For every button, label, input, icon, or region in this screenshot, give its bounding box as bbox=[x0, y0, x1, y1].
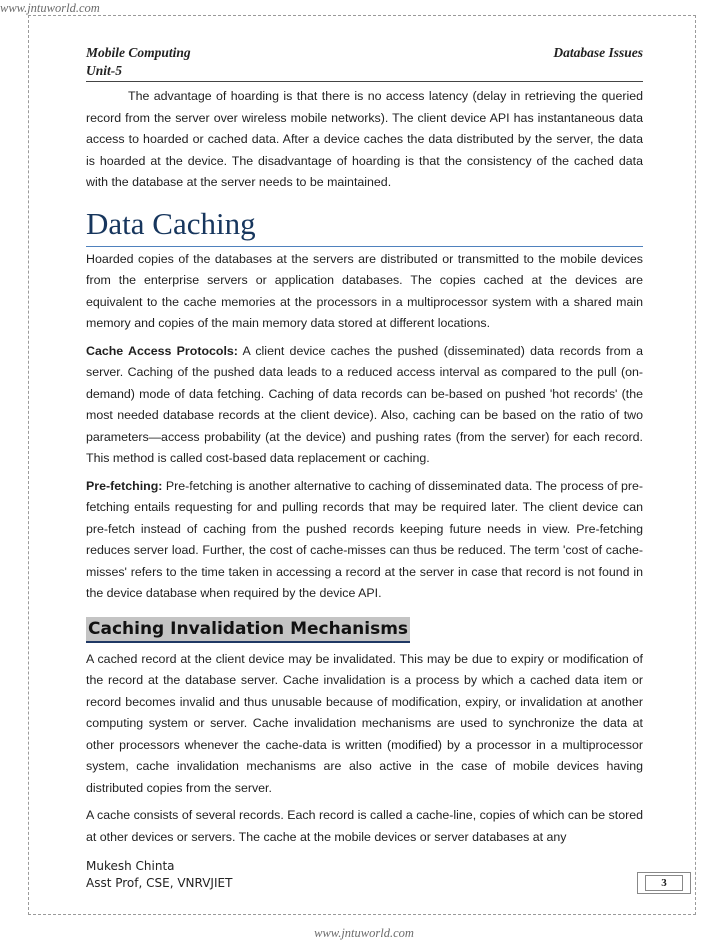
page-footer bbox=[86, 858, 694, 892]
paragraph-cache-invalidation: A cached record at the client device may be invalidated. This may be due to expiry or modification of the record at the database server. Cache invalidation is a process by which a cached data item or record becomes invalid and thus unusable because of modification, expiry, or invalidation at another computing system or server. Cache invalidation mechanisms are used to synchronize the data at other processors whenever the cache-data is written (modified) by a processor in a multiprocessor system, cache invalidation mechanisms are also active in the case of mobile devices having distributed copies from the server. bbox=[86, 651, 643, 795]
footer-author: Mukesh Chinta bbox=[86, 859, 175, 873]
pre-fetching-label: Pre-fetching: bbox=[86, 478, 163, 493]
cache-access-protocols-text: A client device caches the pushed (disseminated) data records from a server. Caching of the pushed data leads to a reduced access interval as compared to the pull (on-demand) mode of data fetching. Caching of data records can be-based on pushed 'hot records' (the most needed database records at the client device). Also, caching can be based on the ratio of two parameters—access probability (at the device) and pushing rates (from the server) for each record. This method is called cost-based data replacement or caching. bbox=[86, 343, 643, 465]
paragraph-hoarded-copies: Hoarded copies of the databases at the servers are distributed or transmitted to the mobile devices from the enterprise servers or application databases. The copies cached at the devices are equivalent to the cache memories at the processors in a multiprocessor system with a shared main memory and copies of the main memory data stored at different locations. bbox=[86, 251, 643, 330]
paragraph-cache-records: A cache consists of several records. Each record is called a cache-line, copies of which can be stored at other devices or servers. The cache at the mobile devices or server databases at any bbox=[86, 808, 643, 844]
cache-access-protocols-label: Cache Access Protocols: bbox=[86, 343, 238, 358]
subsection-heading: Caching Invalidation Mechanisms bbox=[86, 617, 410, 643]
page-number-box bbox=[637, 872, 691, 894]
page-header bbox=[86, 44, 643, 82]
paragraph-pre-fetching bbox=[86, 476, 643, 605]
footer-role: Asst Prof, CSE, VNRVJIET bbox=[86, 876, 233, 890]
header-chapter-title: Database Issues bbox=[553, 45, 643, 60]
watermark-bottom: www.jntuworld.com bbox=[314, 926, 414, 940]
pre-fetching-text: Pre-fetching is another alternative to caching of disseminated data. The process of pre-fetching entails requesting for and pulling records that may be required later. The client device can pre-fetch instead of caching from the pushed records keeping future needs in view. Pre-fetching reduces server load. Further, the cost of cache-misses can thus be reduced. The term 'cost of cache-misses' refers to the time taken in accessing a record at the server in case that record is not found in the device database when required by the device API. bbox=[86, 478, 643, 600]
section-heading: Data Caching bbox=[86, 206, 643, 247]
paragraph-cache-access-protocols bbox=[86, 341, 643, 470]
document-body bbox=[86, 86, 643, 854]
watermark-top: www.jntuworld.com bbox=[0, 1, 100, 15]
intro-paragraph: The advantage of hoarding is that there is no access latency (delay in retrieving the queried record from the server over wireless mobile networks). The client device API has instantaneous data access to hoarded or cached data. After a device caches the data distributed by the server, the data is hoarded at the device. The disadvantage of hoarding is that the consistency of the cached data with the database at the server needs to be maintained. bbox=[86, 89, 643, 189]
header-course-title: Mobile Computing bbox=[86, 45, 191, 60]
header-unit: Unit-5 bbox=[86, 63, 123, 78]
page-number: 3 bbox=[645, 875, 683, 891]
